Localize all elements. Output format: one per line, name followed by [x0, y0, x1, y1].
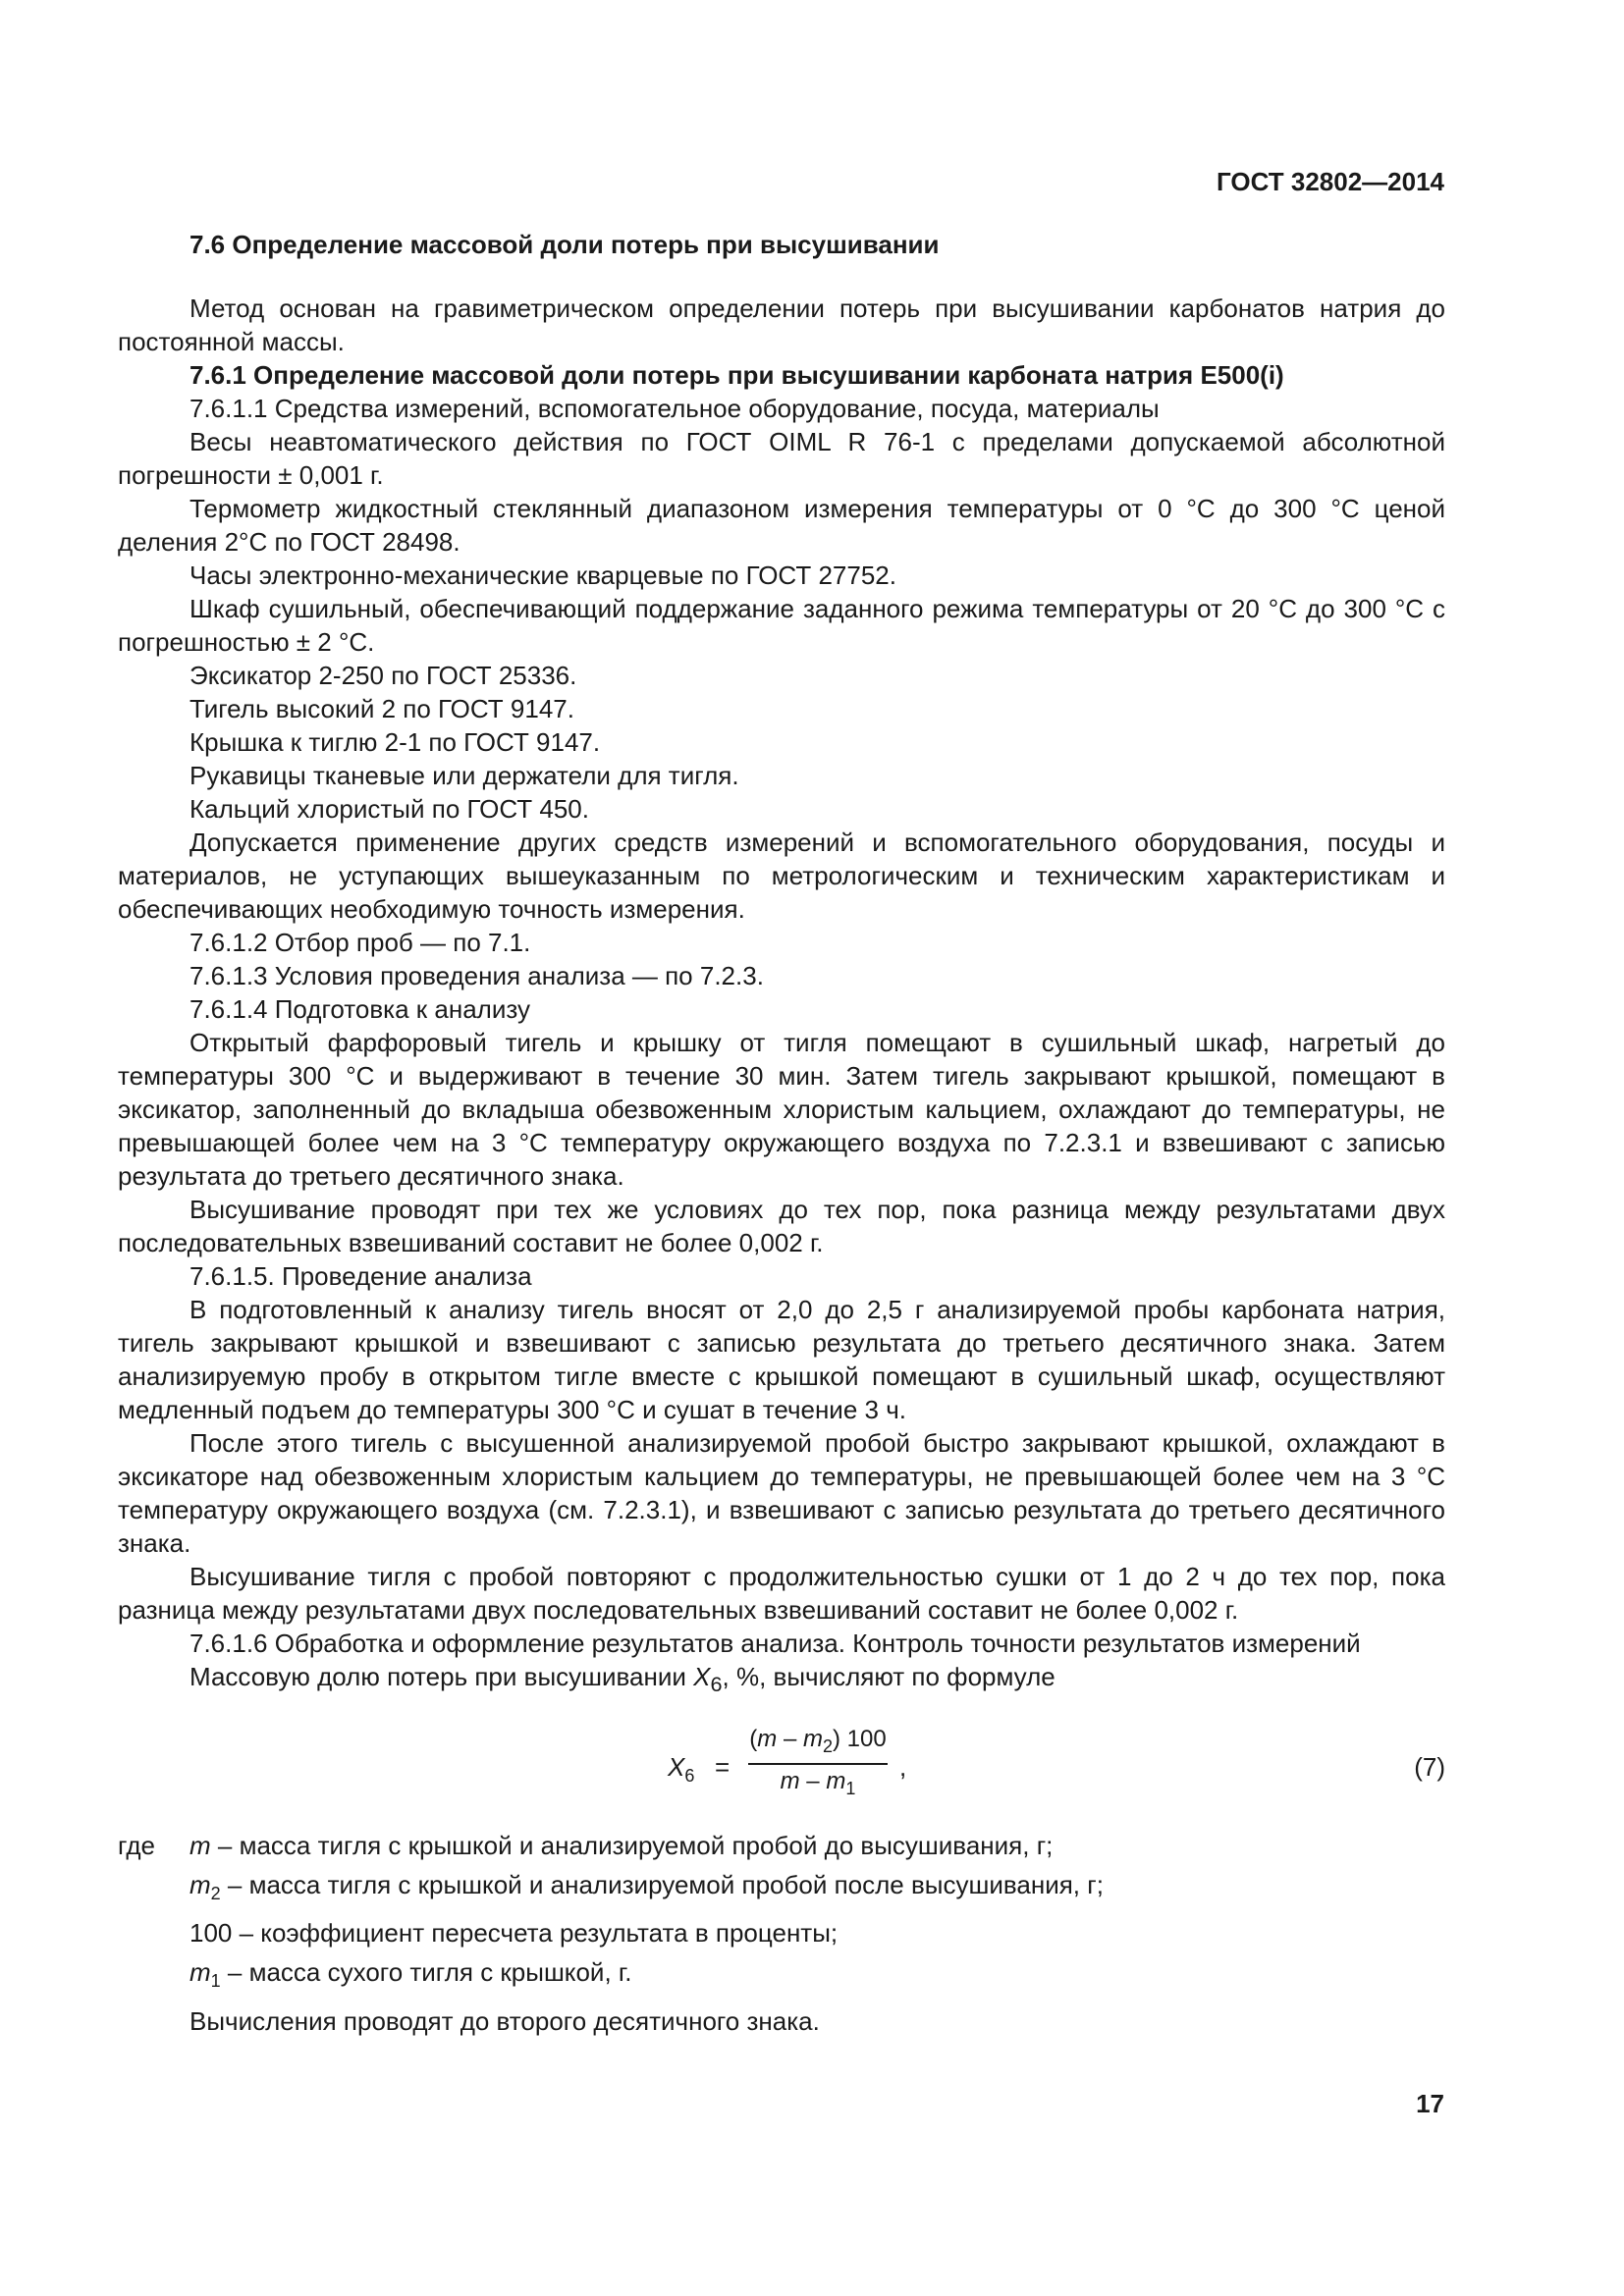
- where-label: где: [118, 1831, 155, 1861]
- clause-7615-title: 7.6.1.5. Проведение анализа: [189, 1261, 532, 1291]
- formula-block: [118, 1723, 1445, 1815]
- subsection-title: 7.6.1 Определение массовой доли потерь при высушивании карбоната натрия Е500(i): [189, 360, 1284, 390]
- clause-7614-title: 7.6.1.4 Подготовка к анализу: [189, 994, 531, 1024]
- equipment-item: Допускается применение других средств измерений и вспомогательного оборудования, посуды и материалов, не уступающих вышеуказанным по метрологическим и техническим характеристикам и обеспечивающих необходимую точность измерения.: [118, 828, 1445, 924]
- equipment-item: Кальций хлористый по ГОСТ 450.: [189, 794, 589, 824]
- num-m: m: [757, 1726, 778, 1753]
- calc-intro-tail: , %, вычисляют по формуле: [722, 1662, 1056, 1691]
- clause-7611-title: 7.6.1.1 Средства измерений, вспомогательное оборудование, посуда, материалы: [189, 394, 1160, 423]
- where-text: – масса тигля с крышкой и анализируемой пробой до высушивания, г;: [210, 1831, 1054, 1861]
- num-m2: m: [802, 1726, 823, 1753]
- page-number: 17: [1416, 2089, 1444, 2118]
- formula-lhs-sub: 6: [684, 1766, 695, 1787]
- num-open: (: [749, 1726, 758, 1753]
- equipment-item: Термометр жидкостный стеклянный диапазоном измерения температуры от 0 °С до 300 °С ценой деления 2°С по ГОСТ 28498.: [118, 494, 1445, 557]
- calc-intro-text: Массовую долю потерь при высушивании: [189, 1662, 694, 1691]
- formula-numerator: [744, 1725, 892, 1761]
- where-var: m: [189, 1831, 211, 1861]
- calculation-intro: [118, 1660, 1445, 1701]
- den-m1: m: [826, 1767, 846, 1794]
- equipment-item: Тигель высокий 2 по ГОСТ 9147.: [189, 694, 574, 723]
- formula-fraction: [744, 1725, 892, 1803]
- clause-7612: 7.6.1.2 Отбор проб — по 7.1.: [189, 928, 531, 957]
- fraction-bar: [748, 1763, 888, 1765]
- calc-intro-var: X: [693, 1662, 711, 1691]
- equipment-item: Часы электронно-механические кварцевые по ГОСТ 27752.: [189, 561, 896, 590]
- equipment-item: Рукавицы тканевые или держатели для тигля.: [189, 761, 739, 790]
- document-code-header: ГОСТ 32802—2014: [1217, 167, 1444, 196]
- formula-comma: ,: [899, 1752, 907, 1783]
- equation-number: (7): [1414, 1752, 1445, 1783]
- where-text: – масса тигля с крышкой и анализируемой пробой после высушивания, г;: [220, 1870, 1104, 1900]
- formula-denominator: [744, 1767, 892, 1803]
- procedure-paragraph: Высушивание тигля с пробой повторяют с продолжительностью сушки от 1 до 2 ч до тех пор, пока разница между результатами двух последовательных взвешиваний составит не более 0,002 г.: [118, 1562, 1445, 1625]
- where-text: – масса сухого тигля с крышкой, г.: [220, 1957, 632, 1988]
- formula-lhs: [668, 1750, 694, 1792]
- where-var: m: [189, 1957, 211, 1988]
- document-body: [118, 228, 1445, 2038]
- section-title: 7.6 Определение массовой доли потерь при высушивании: [189, 230, 940, 259]
- den-minus: –: [799, 1767, 827, 1794]
- where-item: [118, 1916, 1445, 1949]
- clause-7613: 7.6.1.3 Условия проведения анализа — по 7.2.3.: [189, 961, 764, 990]
- equipment-item: Эксикатор 2-250 по ГОСТ 25336.: [189, 661, 577, 690]
- where-sub: 2: [210, 1884, 221, 1904]
- where-list: [118, 1829, 1445, 1998]
- formula-lhs-var: X: [668, 1752, 685, 1783]
- procedure-paragraph: После этого тигель с высушенной анализируемой пробой быстро закрывают крышкой, охлаждают в эксикаторе над обезвоженным хлористым кальцием до температуры, не превышающей более чем на 3 °С температуру окружающего воздуха (см. 7.2.3.1), и взвешивают с записью результата до третьего десятичного знака.: [118, 1428, 1445, 1558]
- den-m: m: [780, 1767, 800, 1794]
- equipment-item: Шкаф сушильный, обеспечивающий поддержание заданного режима температуры от 20 °С до 300 °С с погрешностью ± 2 °С.: [118, 594, 1445, 657]
- procedure-paragraph: В подготовленный к анализу тигель вносят от 2,0 до 2,5 г анализируемой пробы карбоната натрия, тигель закрывают крышкой и взвешивают с записью результата до третьего десятичного знака. Затем анализируемую пробу в открытом тигле вместе с крышкой помещают в сушильный шкаф, осуществляют медленный подъем до температуры 300 °С и сушат в течение 3 ч.: [118, 1295, 1445, 1424]
- where-item: [118, 1829, 1445, 1862]
- equipment-item: Крышка к тиглю 2-1 по ГОСТ 9147.: [189, 727, 601, 757]
- where-sub: 1: [210, 1971, 221, 1992]
- equipment-item: Весы неавтоматического действия по ГОСТ OIML R 76-1 с пределами допускаемой абсолютной погрешности ± 0,001 г.: [118, 427, 1445, 490]
- den-m1-sub: 1: [845, 1778, 856, 1798]
- intro-paragraph: Метод основан на гравиметрическом определении потерь при высушивании карбонатов натрия до постоянной массы.: [118, 294, 1445, 356]
- final-note: Вычисления проводят до второго десятичного знака.: [189, 2005, 820, 2036]
- clause-7616-title: 7.6.1.6 Обработка и оформление результатов анализа. Контроль точности результатов измерений: [189, 1629, 1361, 1658]
- num-m2-sub: 2: [822, 1735, 833, 1756]
- preparation-paragraph: Высушивание проводят при тех же условиях до тех пор, пока разница между результатами двух последовательных взвешиваний составит не более 0,002 г.: [118, 1195, 1445, 1257]
- num-minus: –: [777, 1726, 803, 1753]
- where-var: m: [189, 1870, 211, 1900]
- where-text: 100 – коэффициент пересчета результата в проценты;: [189, 1918, 839, 1949]
- formula-equals: =: [715, 1752, 731, 1783]
- num-close: ) 100: [833, 1726, 887, 1753]
- where-item: [118, 1868, 1445, 1910]
- formula-7: [668, 1723, 1041, 1815]
- where-item: [118, 1955, 1445, 1998]
- preparation-paragraph: Открытый фарфоровый тигель и крышку от тигля помещают в сушильный шкаф, нагретый до температуры 300 °С и выдерживают в течение 30 мин. Затем тигель закрывают крышкой, помещают в эксикатор, заполненный до вкладыша обезвоженным хлористым кальцием, охлаждают до температуры, не превышающей более чем на 3 °С температуру окружающего воздуха по 7.2.3.1 и взвешивают с записью результата до третьего десятичного знака.: [118, 1028, 1445, 1191]
- calc-intro-sub: 6: [710, 1672, 723, 1697]
